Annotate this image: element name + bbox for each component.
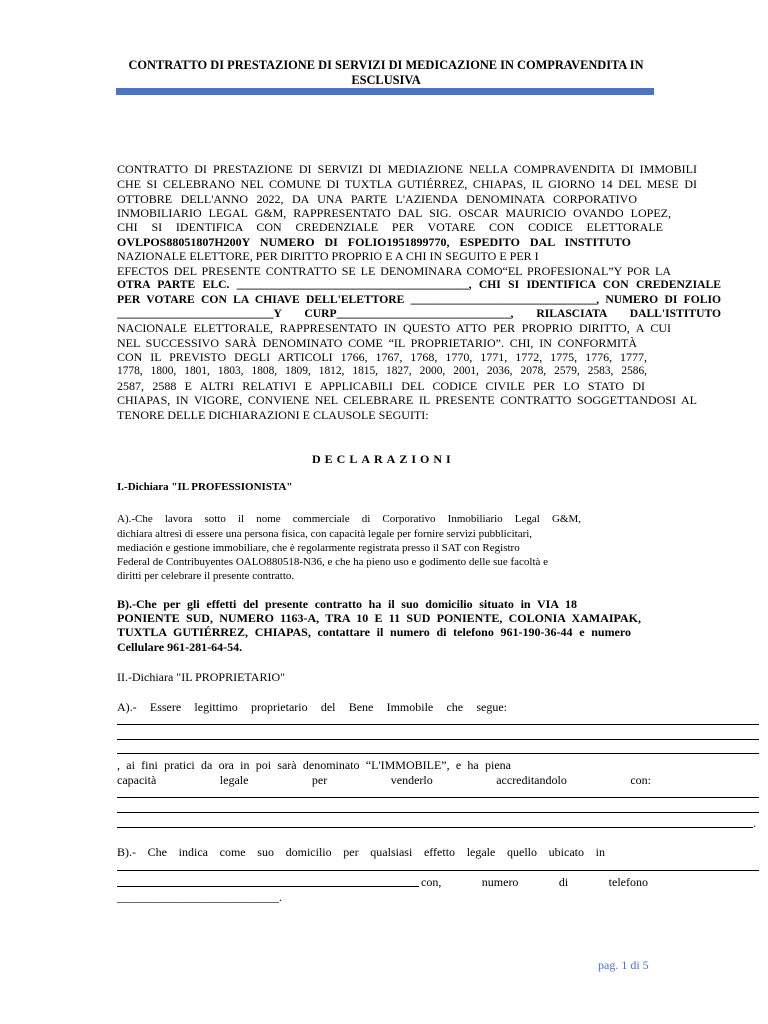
intro-line: CONTRATTO DI PRESTAZIONE DI SERVIZI DI MEDIAZIONE NELLA COMPRAVENDITA DI IMMOBILI: [117, 162, 697, 176]
s1b-line: B).-Che per gli effetti del presente contratto ha il suo domicilio situato in VIA 18: [117, 597, 577, 611]
s2b-blank: ___________________________.: [117, 890, 282, 904]
intro-line: OTTOBRE DELL'ANNO 2022, DA UNA PARTE L'AZIENDA DENOMINATA CORPORATIVO: [117, 192, 637, 206]
blank-line: [117, 886, 419, 887]
page-number: pag. 1 di 5: [598, 958, 649, 972]
s2a-line: A).- Essere legittimo proprietario del Bene Immobile che segue:: [117, 700, 507, 714]
intro-line: INMOBILIARIO LEGAL G&M, RAPPRESENTATO DAL SIG. OSCAR MAURICIO OVANDO LOPEZ,: [117, 206, 671, 220]
s1a-line: Federal de Contribuyentes OALO880518-N36, e che ha pieno uso e godimento delle sue facoltà e: [117, 556, 549, 568]
intro-line: OVLPOS88051807H200Y NUMERO DI FOLIO1951899770, ESPEDITO DAL INSTITUTO: [117, 235, 631, 249]
intro-line: NEL SUCCESSIVO SARÀ DENOMINATO COME “IL PROPRIETARIO”. CHI, IN CONFORMITÀ: [117, 336, 637, 350]
section-2-heading: II.-Dichiara "IL PROPRIETARIO": [117, 670, 286, 684]
s2b-line: con, numero di telefono: [421, 875, 648, 889]
blank-line: [117, 812, 759, 813]
blank-line: [117, 753, 759, 754]
intro-line: EFECTOS DEL PRESENTE CONTRATTO SE LE DENOMINARA COMO“EL PROFESIONAL”Y POR LA: [117, 264, 671, 278]
blank-line: [117, 827, 753, 828]
intro-line: 1778, 1800, 1801, 1803, 1808, 1809, 1812, 1815, 1827, 2000, 2001, 2036, 2078, 2579, 2583, 2586,: [117, 365, 647, 377]
s2a-end: .: [753, 816, 756, 830]
blank-line: [117, 797, 759, 798]
document-title: CONTRATTO DI PRESTAZIONE DI SERVIZI DI MEDICAZIONE IN COMPRAVENDITA IN ESCLUSIVA: [128, 58, 644, 87]
intro-line: CHI SI IDENTIFICA CON CREDENZIALE PER VOTARE CON CODICE ELETTORALE: [117, 220, 663, 234]
blank-line: [117, 870, 759, 871]
s1b-line: PONIENTE SUD, NUMERO 1163-A, TRA 10 E 11 SUD PONIENTE, COLONIA XAMAIPAK,: [117, 611, 641, 625]
declarations-heading: DECLARAZIONI: [312, 452, 455, 466]
intro-line: PER VOTARE CON LA CHIAVE DELL'ELETTORE ________________________________, NUMERO DI FOLIO: [117, 293, 721, 306]
intro-line: CHIAPAS, IN VIGORE, CONVIENE NEL CELEBRARE IL PRESENTE CONTRATTO SOGGETTANDOSI AL: [117, 393, 697, 407]
intro-line: NACIONALE ELETTORALE, RAPPRESENTATO IN QUESTO ATTO PER PROPRIO DIRITTO, A CUI: [117, 321, 671, 335]
s1a-line: mediación e gestione immobiliare, che è regolarmente registrata presso il SAT con Registro: [117, 542, 520, 554]
blank-line: [117, 724, 759, 725]
s1a-line: diritti per celebrare il presente contratto.: [117, 570, 295, 582]
intro-line: NAZIONALE ELETTORE, PER DIRITTO PROPRIO E A CHI IN SEGUITO E PER I: [117, 249, 539, 263]
intro-line: OTRA PARTE ELC. ________________________________________, CHI SI IDENTIFICA CON CREDENZIALE: [117, 278, 721, 291]
s2a-line: capacità legale per venderlo accreditandolo con:: [117, 773, 651, 787]
blank-line: [117, 739, 759, 740]
intro-line: CON IL PREVISTO DEGLI ARTICOLI 1766, 1767, 1768, 1770, 1771, 1772, 1775, 1776, 1777,: [117, 350, 647, 364]
s1b-line: TUXTLA GUTIÉRREZ, CHIAPAS, contattare il numero di telefono 961-190-36-44 e numero: [117, 625, 631, 639]
section-1-heading: I.-Dichiara "IL PROFESSIONISTA": [117, 481, 293, 493]
s1b-line: Cellulare 961-281-64-54.: [117, 640, 243, 654]
intro-line: 2587, 2588 E ALTRI RELATIVI E APPLICABILI DEL CODICE CIVILE PER LO STATO DI: [117, 379, 645, 393]
s2b-line: B).- Che indica come suo domicilio per qualsiasi effetto legale quello ubicato in: [117, 845, 605, 859]
intro-line: CHE SI CELEBRANO NEL COMUNE DI TUXTLA GUTIÉRREZ, CHIAPAS, IL GIORNO 14 DEL MESE DI: [117, 177, 697, 191]
intro-line: ___________________________Y CURP______________________________, RILASCIATA DALL'ISTITUTO: [117, 307, 721, 320]
s1a-line: dichiara altresì di essere una persona fisica, con capacità legale per fornire servizi pubblicitari,: [117, 528, 533, 540]
s1a-line: A).-Che lavora sotto il nome commerciale di Corporativo Inmobiliario Legal G&M,: [117, 513, 581, 525]
intro-line: TENORE DELLE DICHIARAZIONI E CLAUSOLE SEGUITI:: [117, 408, 429, 422]
s2a-line: , ai fini pratici da ora in poi sarà denominato “L'IMMOBILE”, e ha piena: [117, 758, 511, 772]
title-underline-bar: [116, 88, 654, 95]
